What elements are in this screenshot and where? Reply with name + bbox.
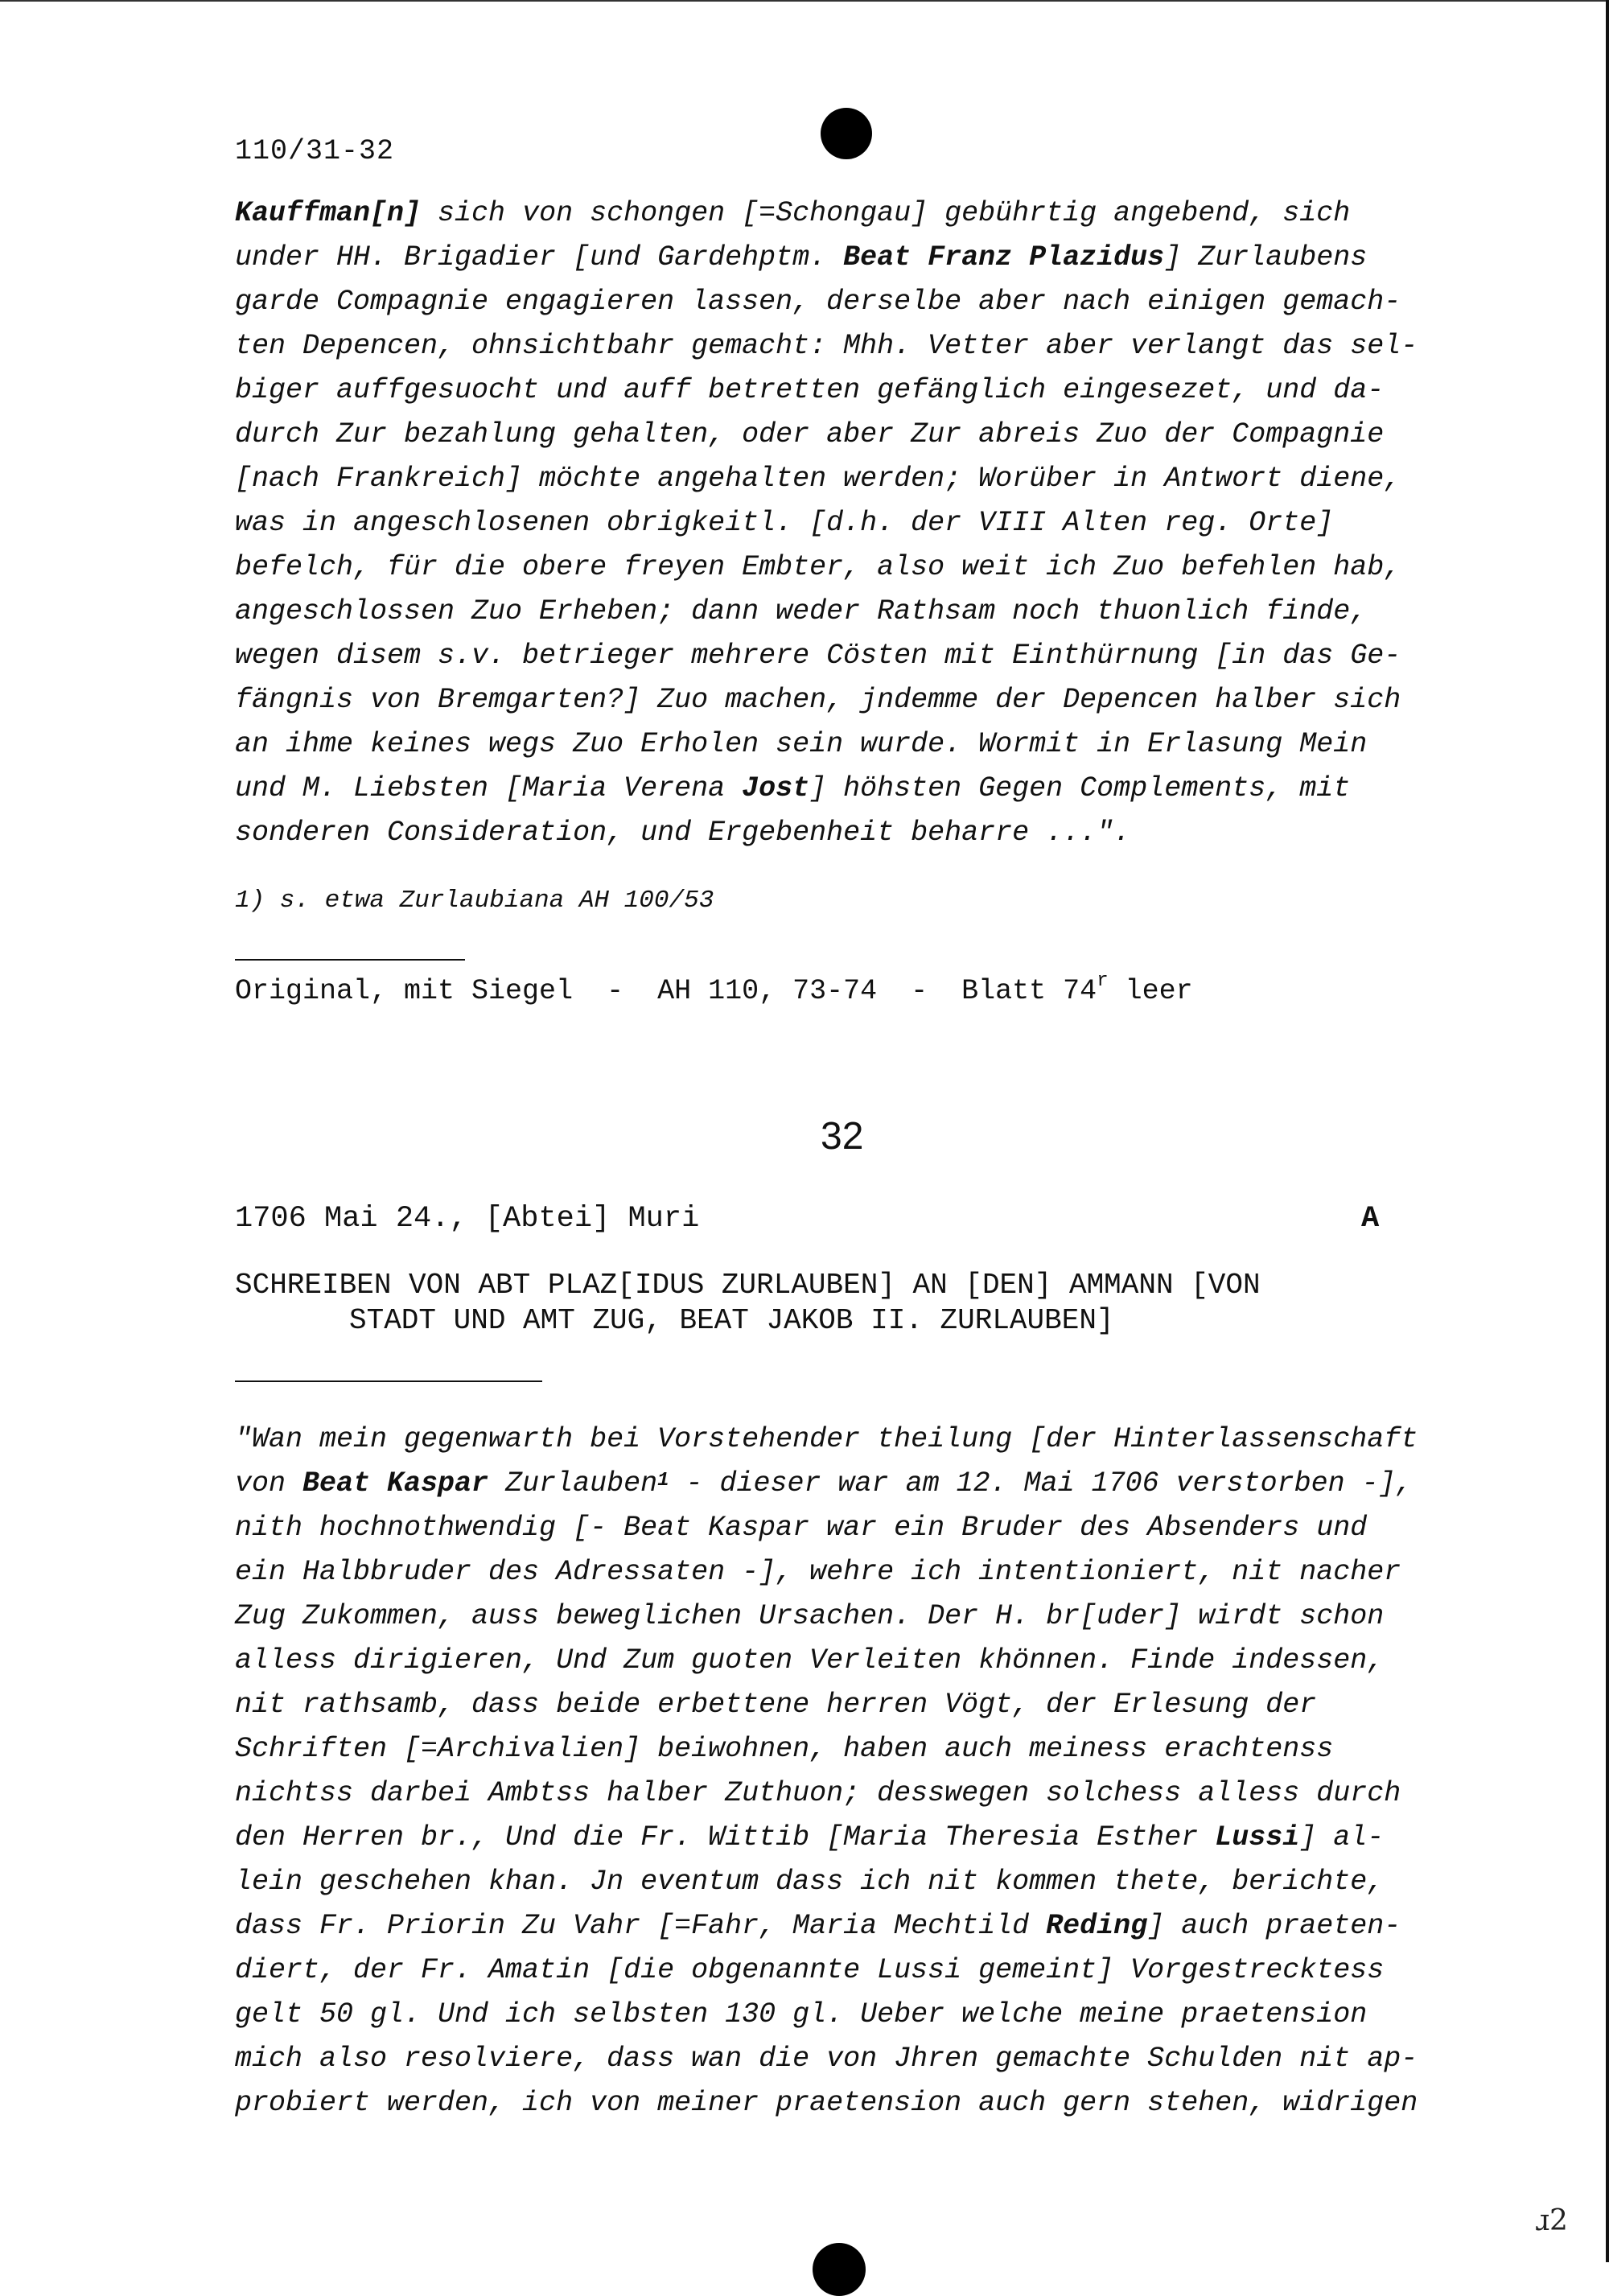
text-line [235, 1727, 1490, 1771]
text-line [235, 1683, 1490, 1727]
document-number: 32 [821, 1115, 864, 1158]
text-segment: den Herren br., Und die Fr. Wittib [Maria Theresia Esther [235, 1821, 1216, 1854]
text-segment: nith hochnothwendig [- Beat Kaspar war ein Bruder des Absenders und [235, 1512, 1368, 1544]
page-edge-top [0, 0, 1609, 2]
text-segment: dass Fr. Priorin Zu Vahr [=Fahr, Maria Mechtild [235, 1910, 1047, 1942]
text-segment: ] al- [1299, 1821, 1385, 1854]
text-line [235, 634, 1490, 678]
text-line [235, 1550, 1490, 1594]
text-line [235, 1860, 1490, 1904]
text-segment: [nach Frankreich] möchte angehalten werden; Worüber in Antwort diene, [235, 463, 1401, 495]
text-segment: mich also resolviere, dass wan die von Jhren gemachte Schulden nit ap- [235, 2043, 1418, 2075]
text-line [235, 236, 1490, 280]
emphasized-name: Beat Kaspar [302, 1467, 489, 1500]
text-segment: an ihme keines wegs Zuo Erholen sein wurde. Wormit in Erlasung Mein [235, 728, 1368, 760]
text-line [235, 2081, 1490, 2125]
source-note-suffix: leer [1108, 975, 1193, 1007]
text-segment: "Wan mein gegenwarth bei Vorstehender theilung [der Hinterlassenschaft [235, 1423, 1418, 1455]
text-segment: nit rathsamb, dass beide erbettene herren Vögt, der Erlesung der [235, 1689, 1317, 1721]
punch-hole-bottom [813, 2243, 866, 2296]
text-segment: garde Compagnie engagieren lassen, derselbe aber nach einigen gemach- [235, 286, 1401, 318]
punch-hole-top [821, 108, 872, 159]
emphasized-name: Kauffman[n] [235, 197, 422, 229]
emphasized-name: Jost [742, 772, 810, 804]
heading-line-1: SCHREIBEN VON ABT PLAZ[IDUS ZURLAUBEN] AN [DEN] AMMANN [VON [235, 1269, 1261, 1302]
text-line [235, 1594, 1490, 1639]
text-segment: Zurlauben [488, 1467, 658, 1500]
text-line [235, 280, 1490, 324]
text-line [235, 324, 1490, 368]
text-line [235, 413, 1490, 457]
text-segment: - dieser war am 12. Mai 1706 verstorben -], [669, 1467, 1413, 1500]
text-segment: von [235, 1467, 303, 1500]
footnote-marker: 1 [657, 1470, 669, 1492]
text-segment: ten Depencen, ohnsichtbahr gemacht: Mhh. Vetter aber verlangt das sel- [235, 330, 1418, 362]
text-line [235, 501, 1490, 545]
letter-paragraph [235, 1418, 1490, 2125]
text-segment: Zug Zukommen, auss beweglichen Ursachen. Der H. br[uder] wirdt schon [235, 1600, 1385, 1632]
text-line [235, 545, 1490, 590]
text-line [235, 1462, 1490, 1506]
text-line [235, 1948, 1490, 1993]
text-segment: fängnis von Bremgarten?] Zuo machen, jndemme der Depencen halber sich [235, 684, 1401, 716]
emphasized-name: Beat Franz Plazidus [843, 241, 1165, 274]
page-reference: 110/31-32 [235, 135, 395, 167]
text-segment: probiert werden, ich von meiner praetension auch gern stehen, widrigen [235, 2087, 1418, 2119]
text-segment: und M. Liebsten [Maria Verena [235, 772, 743, 804]
text-segment: angeschlossen Zuo Erheben; dann weder Rathsam noch thuonlich finde, [235, 595, 1368, 627]
text-segment: Schriften [=Archivalien] beiwohnen, haben auch meiness erachtenss [235, 1733, 1334, 1765]
text-segment: diert, der Fr. Amatin [die obgenannte Lussi gemeint] Vorgestrecktess [235, 1954, 1385, 1986]
text-segment: ein Halbbruder des Adressaten -], wehre ich intentioniert, nit nacher [235, 1556, 1401, 1588]
page-edge-right [1606, 0, 1609, 2262]
text-line [235, 368, 1490, 413]
text-segment: nichtss darbei Ambtss halber Zuthuon; desswegen solchess alless durch [235, 1777, 1401, 1809]
document-dateline: 1706 Mai 24., [Abtei] Muri [235, 1202, 700, 1236]
heading-line-2: STADT UND AMT ZUG, BEAT JAKOB II. ZURLAUBEN] [349, 1304, 1114, 1337]
text-segment: durch Zur bezahlung gehalten, oder aber Zur abreis Zuo der Compagnie [235, 418, 1385, 451]
text-line [235, 191, 1490, 236]
source-note-superscript: r [1097, 970, 1109, 992]
heading-separator [235, 1380, 542, 1382]
text-segment: wegen disem s.v. betrieger mehrere Cösten mit Einthürnung [in das Ge- [235, 640, 1401, 672]
document-classification: A [1361, 1202, 1380, 1236]
text-line [235, 590, 1490, 634]
text-segment: sich von schongen [=Schongau] gebührtig angebend, sich [421, 197, 1351, 229]
text-segment: alless dirigieren, Und Zum guoten Verleiten khönnen. Finde indessen, [235, 1644, 1385, 1677]
footnote: 1) s. etwa Zurlaubiana AH 100/53 [235, 887, 714, 915]
text-line [235, 1506, 1490, 1550]
text-line [235, 2037, 1490, 2081]
footnote-separator [235, 959, 465, 961]
source-note [235, 970, 1193, 1007]
emphasized-name: Reding [1046, 1910, 1148, 1942]
text-segment: was in angeschlosenen obrigkeitl. [d.h. der VIII Alten reg. Orte] [235, 507, 1334, 539]
text-segment: ] Zurlaubens [1164, 241, 1368, 274]
page-corner-mark: ɹ2 [1535, 2204, 1568, 2237]
document-heading [235, 1268, 1261, 1339]
text-line [235, 811, 1490, 855]
text-segment: lein geschehen khan. Jn eventum dass ich nit kommen thete, berichte, [235, 1866, 1385, 1898]
text-segment: gelt 50 gl. Und ich selbsten 130 gl. Ueber welche meine praetension [235, 1998, 1368, 2031]
text-line [235, 1418, 1490, 1462]
text-line [235, 457, 1490, 501]
continuation-paragraph [235, 191, 1490, 855]
text-segment: under HH. Brigadier [und Gardehptm. [235, 241, 844, 274]
text-segment: sonderen Consideration, und Ergebenheit beharre ...". [235, 817, 1131, 849]
text-line [235, 1993, 1490, 2037]
text-line [235, 1639, 1490, 1683]
text-line [235, 1771, 1490, 1816]
emphasized-name: Lussi [1215, 1821, 1300, 1854]
text-segment: ] höhsten Gegen Complements, mit [809, 772, 1351, 804]
text-segment: ] auch praeten- [1147, 1910, 1401, 1942]
text-segment: biger auffgesuocht und auff betretten gefänglich eingesezet, und da- [235, 374, 1385, 406]
text-line [235, 1904, 1490, 1948]
text-line [235, 1816, 1490, 1860]
text-line [235, 767, 1490, 811]
text-line [235, 678, 1490, 722]
source-note-text: Original, mit Siegel - AH 110, 73-74 - Blatt 74 [235, 975, 1097, 1007]
text-line [235, 722, 1490, 767]
text-segment: befelch, für die obere freyen Embter, also weit ich Zuo befehlen hab, [235, 551, 1401, 583]
